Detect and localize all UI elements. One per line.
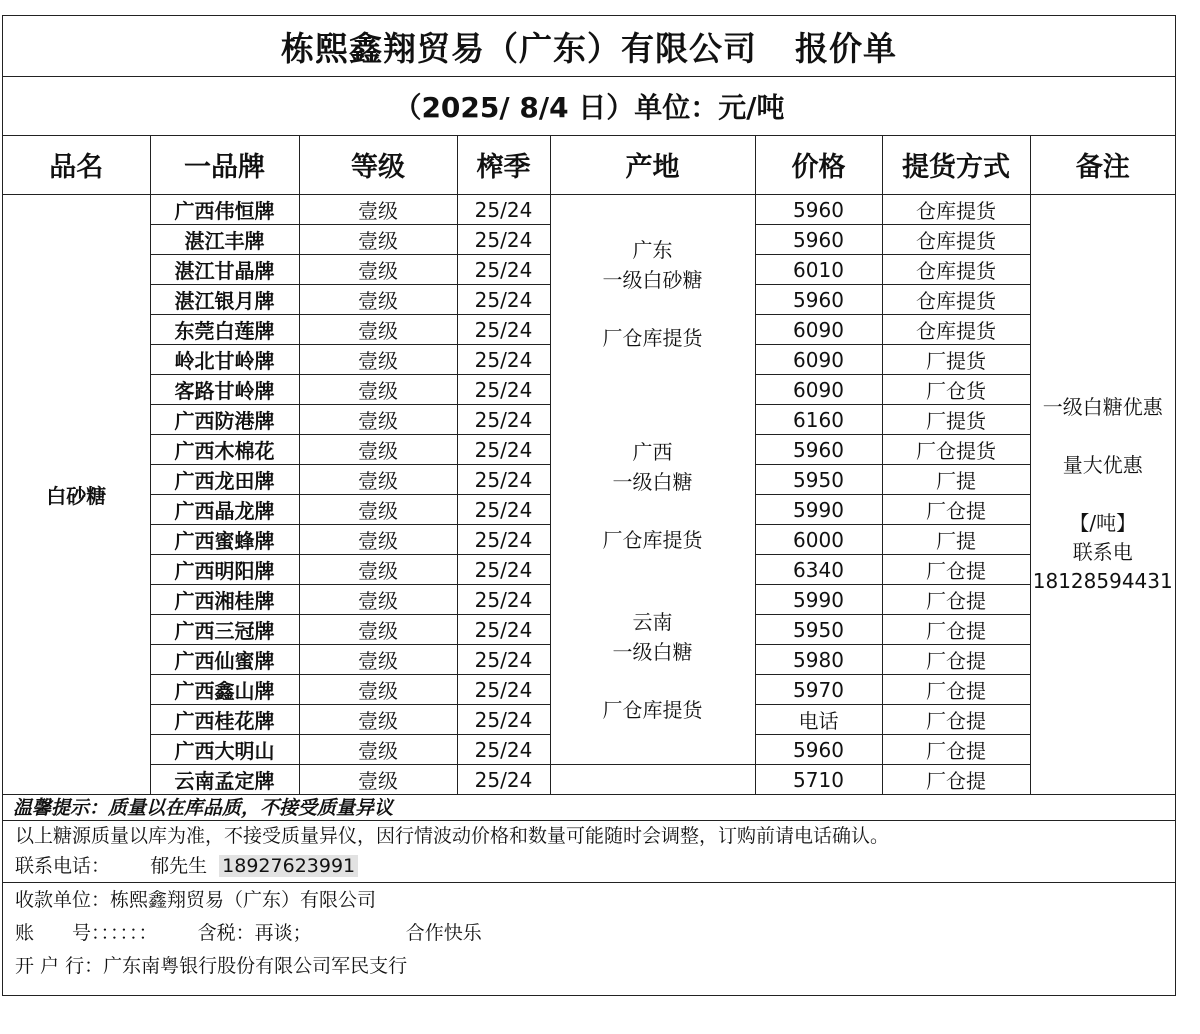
grade-cell: 壹级 bbox=[299, 255, 457, 285]
table-header bbox=[3, 135, 1175, 195]
tax-terms: 含税：再谈； bbox=[197, 922, 312, 944]
price-cell: 5960 bbox=[755, 285, 882, 315]
contact-phone[interactable]: 18927623991 bbox=[219, 855, 358, 877]
price-cell: 6010 bbox=[755, 255, 882, 285]
origin-yunnan: 云南 bbox=[632, 609, 673, 634]
season-cell: 25/24 bbox=[457, 255, 550, 285]
pickup-cell: 厂仓提 bbox=[882, 675, 1030, 705]
pickup-cell: 厂仓提 bbox=[882, 705, 1030, 735]
price-cell: 6090 bbox=[755, 315, 882, 345]
pickup-cell: 厂提货 bbox=[882, 405, 1030, 435]
origin-cell bbox=[550, 195, 755, 765]
season-cell: 25/24 bbox=[457, 315, 550, 345]
pickup-cell: 厂仓货 bbox=[882, 375, 1030, 405]
season-cell: 25/24 bbox=[457, 615, 550, 645]
origin-guangdong-pickup: 厂仓库提货 bbox=[602, 325, 703, 350]
quote-sheet bbox=[2, 15, 1176, 996]
grade-cell: 壹级 bbox=[299, 345, 457, 375]
price-cell: 5960 bbox=[755, 735, 882, 765]
season-cell: 25/24 bbox=[457, 495, 550, 525]
bank-label: 开 户 行： bbox=[15, 955, 104, 977]
origin-empty-cell bbox=[550, 765, 755, 795]
disclaimer-text: 以上糖源质量以库为准，不接受质量异仪，因行情波动价格和数量可能随时会调整，订购前请电话确认。 bbox=[15, 825, 890, 847]
brand-cell: 湛江甘晶牌 bbox=[150, 255, 299, 285]
price-cell: 6160 bbox=[755, 405, 882, 435]
grade-cell: 壹级 bbox=[299, 465, 457, 495]
brand-cell: 广西伟恒牌 bbox=[150, 195, 299, 225]
price-cell: 5960 bbox=[755, 195, 882, 225]
document-type: 报价单 bbox=[795, 28, 897, 68]
season-cell: 25/24 bbox=[457, 585, 550, 615]
brand-cell: 广西三冠牌 bbox=[150, 615, 299, 645]
header-origin: 产地 bbox=[550, 135, 755, 195]
pickup-cell: 厂提货 bbox=[882, 345, 1030, 375]
grade-cell: 壹级 bbox=[299, 315, 457, 345]
grade-cell: 壹级 bbox=[299, 195, 457, 225]
price-cell: 5970 bbox=[755, 675, 882, 705]
product-name: 白砂糖 bbox=[3, 195, 150, 795]
slogan: 合作快乐 bbox=[405, 922, 482, 944]
pickup-cell: 厂提 bbox=[882, 525, 1030, 555]
contact-line bbox=[15, 851, 1175, 881]
grade-cell: 壹级 bbox=[299, 765, 457, 795]
price-cell: 5960 bbox=[755, 435, 882, 465]
grade-cell: 壹级 bbox=[299, 525, 457, 555]
account-label: 账 号： bbox=[15, 922, 101, 944]
grade-cell: 壹级 bbox=[299, 405, 457, 435]
price-cell: 6090 bbox=[755, 345, 882, 375]
brand-cell: 广西鑫山牌 bbox=[150, 675, 299, 705]
origin-guangdong-grade: 一级白砂糖 bbox=[602, 267, 703, 292]
brand-cell: 广西晶龙牌 bbox=[150, 495, 299, 525]
brand-cell: 岭北甘岭牌 bbox=[150, 345, 299, 375]
season-cell: 25/24 bbox=[457, 675, 550, 705]
season-cell: 25/24 bbox=[457, 555, 550, 585]
grade-cell: 壹级 bbox=[299, 615, 457, 645]
header-price: 价格 bbox=[755, 135, 882, 195]
payment-info bbox=[3, 884, 1175, 996]
header-brand: 一品牌 bbox=[150, 135, 299, 195]
brand-cell: 广西防港牌 bbox=[150, 405, 299, 435]
payee-line bbox=[15, 884, 1175, 917]
grade-cell: 壹级 bbox=[299, 225, 457, 255]
remark-contact-label: 联系电 bbox=[1072, 540, 1133, 564]
origin-guangxi-grade: 一级白糖 bbox=[612, 469, 693, 494]
payee-label: 收款单位： bbox=[15, 889, 111, 911]
season-cell: 25/24 bbox=[457, 705, 550, 735]
contact-name: 郁先生 bbox=[150, 855, 208, 877]
price-cell: 5960 bbox=[755, 225, 882, 255]
pickup-cell: 厂仓提 bbox=[882, 765, 1030, 795]
grade-cell: 壹级 bbox=[299, 495, 457, 525]
bank-line bbox=[15, 950, 1175, 983]
pickup-cell: 仓库提货 bbox=[882, 225, 1030, 255]
table-row bbox=[3, 195, 1175, 225]
price-cell: 5990 bbox=[755, 495, 882, 525]
season-cell: 25/24 bbox=[457, 435, 550, 465]
pickup-cell: 厂仓提 bbox=[882, 495, 1030, 525]
price-cell: 5980 bbox=[755, 645, 882, 675]
grade-cell: 壹级 bbox=[299, 555, 457, 585]
brand-cell: 广西木棉花 bbox=[150, 435, 299, 465]
season-cell: 25/24 bbox=[457, 225, 550, 255]
origin-yunnan-pickup: 厂仓库提货 bbox=[602, 697, 703, 722]
pickup-cell: 厂仓提货 bbox=[882, 435, 1030, 465]
brand-cell: 广西龙田牌 bbox=[150, 465, 299, 495]
remarks-cell bbox=[1030, 195, 1175, 795]
price-cell: 6090 bbox=[755, 375, 882, 405]
price-cell: 6340 bbox=[755, 555, 882, 585]
remark-unit: 【/吨】 bbox=[1069, 511, 1137, 535]
brand-cell: 广西明阳牌 bbox=[150, 555, 299, 585]
account-line bbox=[15, 917, 1175, 950]
header-grade: 等级 bbox=[299, 135, 457, 195]
season-cell: 25/24 bbox=[457, 285, 550, 315]
season-cell: 25/24 bbox=[457, 765, 550, 795]
pickup-cell: 厂仓提 bbox=[882, 555, 1030, 585]
origin-guangxi-pickup: 厂仓库提货 bbox=[602, 527, 703, 552]
season-cell: 25/24 bbox=[457, 645, 550, 675]
brand-cell: 广西蜜蜂牌 bbox=[150, 525, 299, 555]
season-cell: 25/24 bbox=[457, 525, 550, 555]
brand-cell: 东莞白莲牌 bbox=[150, 315, 299, 345]
pickup-cell: 仓库提货 bbox=[882, 285, 1030, 315]
remark-discount: 一级白糖优惠 bbox=[1042, 395, 1163, 419]
grade-cell: 壹级 bbox=[299, 735, 457, 765]
origin-guangxi: 广西 bbox=[632, 439, 673, 464]
pickup-cell: 厂仓提 bbox=[882, 735, 1030, 765]
company-name: 栋熙鑫翔贸易（广东）有限公司 bbox=[281, 28, 757, 68]
brand-cell: 云南孟定牌 bbox=[150, 765, 299, 795]
season-cell: 25/24 bbox=[457, 465, 550, 495]
origin-yunnan-grade: 一级白糖 bbox=[612, 639, 693, 664]
pickup-cell: 仓库提货 bbox=[882, 255, 1030, 285]
brand-cell: 广西仙蜜牌 bbox=[150, 645, 299, 675]
remark-phone: 18128594431 bbox=[1032, 569, 1173, 593]
remark-bulk: 量大优惠 bbox=[1062, 453, 1143, 477]
price-cell: 6000 bbox=[755, 525, 882, 555]
grade-cell: 壹级 bbox=[299, 585, 457, 615]
grade-cell: 壹级 bbox=[299, 285, 457, 315]
price-cell: 5950 bbox=[755, 615, 882, 645]
price-cell: 5710 bbox=[755, 765, 882, 795]
brand-cell: 湛江丰牌 bbox=[150, 225, 299, 255]
title-row bbox=[3, 16, 1175, 77]
price-table bbox=[3, 135, 1175, 795]
table-row bbox=[3, 765, 1175, 795]
pickup-cell: 厂提 bbox=[882, 465, 1030, 495]
origin-guangdong: 广东 bbox=[632, 237, 673, 262]
header-pickup: 提货方式 bbox=[882, 135, 1030, 195]
pickup-cell: 厂仓提 bbox=[882, 645, 1030, 675]
brand-cell: 广西湘桂牌 bbox=[150, 585, 299, 615]
brand-cell: 广西桂花牌 bbox=[150, 705, 299, 735]
season-cell: 25/24 bbox=[457, 195, 550, 225]
date-unit-line: （2025/ 8/4 日）单位：元/吨 bbox=[3, 76, 1175, 136]
bank-value: 广东南粤银行股份有限公司军民支行 bbox=[103, 955, 408, 977]
grade-cell: 壹级 bbox=[299, 435, 457, 465]
pickup-cell: 厂仓提 bbox=[882, 585, 1030, 615]
grade-cell: 壹级 bbox=[299, 645, 457, 675]
pickup-cell: 仓库提货 bbox=[882, 315, 1030, 345]
header-season: 榨季 bbox=[457, 135, 550, 195]
price-cell: 5950 bbox=[755, 465, 882, 495]
pickup-cell: 仓库提货 bbox=[882, 195, 1030, 225]
season-cell: 25/24 bbox=[457, 375, 550, 405]
disclaimer-section bbox=[3, 821, 1175, 883]
brand-cell: 湛江银月牌 bbox=[150, 285, 299, 315]
brand-cell: 广西大明山 bbox=[150, 735, 299, 765]
season-cell: 25/24 bbox=[457, 345, 550, 375]
header-remarks: 备注 bbox=[1030, 135, 1175, 195]
price-cell: 电话 bbox=[755, 705, 882, 735]
contact-label: 联系电话： bbox=[15, 855, 111, 877]
price-cell: 5990 bbox=[755, 585, 882, 615]
account-value: ：：：：： bbox=[100, 922, 158, 944]
payee-value: 栋熙鑫翔贸易（广东）有限公司 bbox=[110, 889, 377, 911]
brand-cell: 客路甘岭牌 bbox=[150, 375, 299, 405]
season-cell: 25/24 bbox=[457, 405, 550, 435]
season-cell: 25/24 bbox=[457, 735, 550, 765]
grade-cell: 壹级 bbox=[299, 675, 457, 705]
grade-cell: 壹级 bbox=[299, 375, 457, 405]
grade-cell: 壹级 bbox=[299, 705, 457, 735]
pickup-cell: 厂仓提 bbox=[882, 615, 1030, 645]
quality-notice: 温馨提示：质量以在库品质，不接受质量异议 bbox=[3, 793, 1175, 821]
header-product: 品名 bbox=[3, 135, 150, 195]
